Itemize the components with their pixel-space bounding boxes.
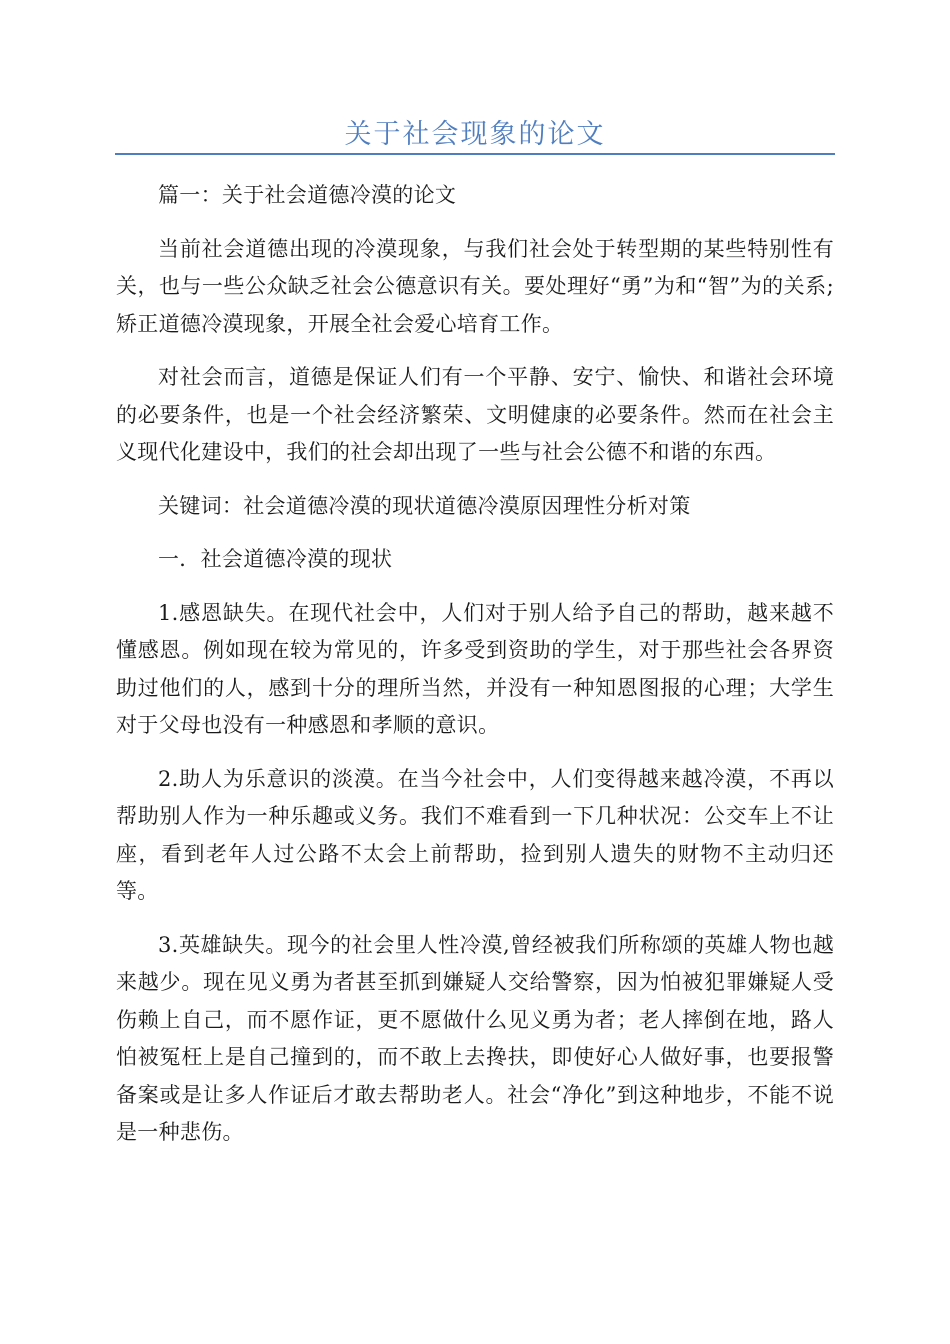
document-body: [116, 177, 834, 1168]
title-divider: [115, 153, 835, 155]
paragraph: 3.英雄缺失。现今的社会里人性冷漠,曾经被我们所称颂的英雄人物也越来越少。现在见义勇为者甚至抓到嫌疑人交给警察，因为怕被犯罪嫌疑人受伤赖上自己，而不愿作证，更不愿做什么见义勇为者；老人摔倒在地，路人怕被冤枉上是自己撞到的，而不敢上去搀扶，即使好心人做好事，也要报警备案或是让多人作证后才敢去帮助老人。社会“净化”到这种地步，不能不说是一种悲伤。: [116, 932, 834, 1144]
subsection-heading: 一．社会道德冷漠的现状: [158, 547, 393, 571]
paragraph: 当前社会道德出现的冷漠现象，与我们社会处于转型期的某些特别性有关，也与一些公众缺乏社会公德意识有关。要处理好“勇”为和“智”为的关系;矫正道德冷漠现象，开展全社会爱心培育工作。: [116, 236, 834, 336]
paragraph: 1.感恩缺失。在现代社会中，人们对于别人给予自己的帮助，越来越不懂感恩。例如现在较为常见的，许多受到资助的学生，对于那些社会各界资助过他们的人，感到十分的理所当然，并没有一种知恩图报的心理；大学生对于父母也没有一种感恩和孝顺的意识。: [116, 600, 834, 737]
paragraph: 2.助人为乐意识的淡漠。在当今社会中，人们变得越来越冷漠，不再以帮助别人作为一种乐趣或义务。我们不难看到一下几种状况：公交车上不让座，看到老年人过公路不太会上前帮助，捡到别人遗失的财物不主动归还等。: [116, 766, 834, 903]
paragraph: 对社会而言，道德是保证人们有一个平静、安宁、愉快、和谐社会环境的必要条件，也是一个社会经济繁荣、文明健康的必要条件。然而在社会主义现代化建设中，我们的社会却出现了一些与社会公德不和谐的东西。: [116, 365, 834, 464]
page-title: 关于社会现象的论文: [344, 119, 606, 150]
section-heading: 篇一：关于社会道德冷漠的论文: [158, 183, 457, 207]
keywords: 关键词：社会道德冷漠的现状道德冷漠原因理性分析对策: [158, 493, 691, 518]
